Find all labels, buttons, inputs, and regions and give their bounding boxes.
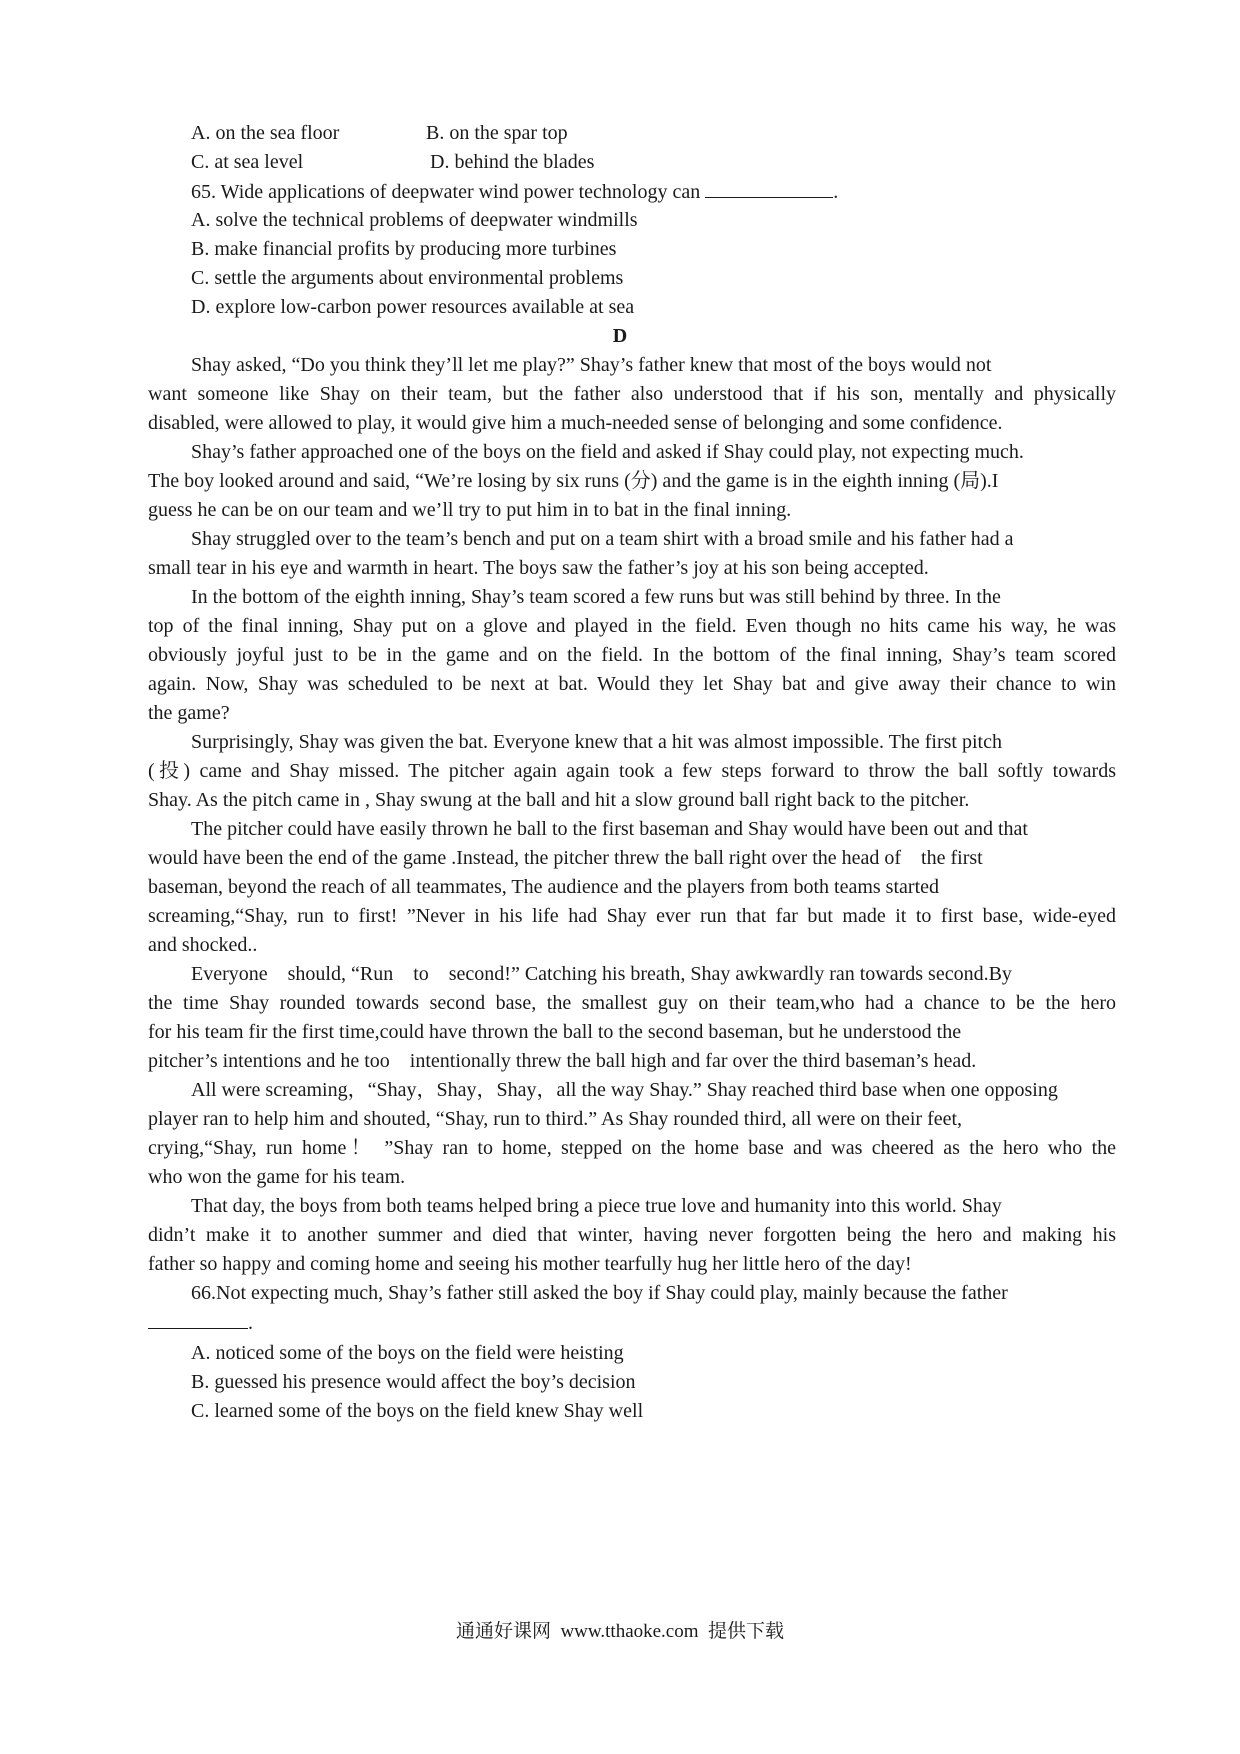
passage-line: want someone like Shay on their team, but the father also understood that if his son, mentally and physically xyxy=(148,383,1116,405)
passage-line: The boy looked around and said, “We’re losing by six runs (分) and the game is in the eighth inning (局).I xyxy=(148,470,999,492)
passage-line: All were screaming，“Shay，Shay，Shay，all the way Shay.” Shay reached third base when one opposing xyxy=(191,1079,1058,1101)
passage-line: crying,“Shay, run home！ ”Shay ran to home, stepped on the home base and was cheered as the hero who the xyxy=(148,1137,1116,1159)
q64-option-b: B. on the spar top xyxy=(426,122,568,144)
q66-blank-line xyxy=(148,1310,1116,1335)
passage-line: again. Now, Shay was scheduled to be next at bat. Would they let Shay bat and give away their chance to win xyxy=(148,673,1116,695)
passage-line: father so happy and coming home and seeing his mother tearfully hug her little hero of the day! xyxy=(148,1253,912,1275)
q65-option-a: A. solve the technical problems of deepwater windmills xyxy=(191,209,638,231)
passage-line: didn’t make it to another summer and died that winter, having never forgotten being the hero and making his xyxy=(148,1224,1116,1246)
q65-answer-blank xyxy=(705,179,833,198)
q66-option-a: A. noticed some of the boys on the field were heisting xyxy=(191,1342,624,1364)
q65-option-d: D. explore low-carbon power resources available at sea xyxy=(191,296,635,318)
q66-blank-end: . xyxy=(248,1312,253,1334)
passage-line: top of the final inning, Shay put on a glove and played in the field. Even though no hits came his way, he was xyxy=(148,615,1116,637)
passage-line: That day, the boys from both teams helped bring a piece true love and humanity into this world. Shay xyxy=(191,1195,1002,1217)
passage-line: obviously joyful just to be in the game and on the field. In the bottom of the final inning, Shay’s team scored xyxy=(148,644,1116,666)
q64-option-a: A. on the sea floor xyxy=(191,122,340,144)
passage-line: player ran to help him and shouted, “Shay, run to third.” As Shay rounded third, all were on their feet, xyxy=(148,1108,963,1130)
passage-line: who won the game for his team. xyxy=(148,1166,406,1188)
passage-line: baseman, beyond the reach of all teammates, The audience and the players from both teams started xyxy=(148,876,939,898)
passage-line: (投) came and Shay missed. The pitcher again again took a few steps forward to throw the ball softly towards xyxy=(148,760,1116,782)
q65-stem xyxy=(191,179,1159,204)
passage-line: Shay’s father approached one of the boys on the field and asked if Shay could play, not expecting much. xyxy=(191,441,1024,463)
passage-line: small tear in his eye and warmth in heart. The boys saw the father’s joy at his son being accepted. xyxy=(148,557,929,579)
passage-line: Shay asked, “Do you think they’ll let me play?” Shay’s father knew that most of the boys would not xyxy=(191,354,992,376)
passage-line: guess he can be on our team and we’ll try to put him in to bat in the final inning. xyxy=(148,499,792,521)
passage-line: screaming,“Shay, run to first! ”Never in his life had Shay ever run that far but made it to first base, wide-eyed xyxy=(148,905,1116,927)
passage-line: pitcher’s intentions and he too intentionally threw the ball high and far over the third baseman’s head. xyxy=(148,1050,977,1072)
passage-line: Shay struggled over to the team’s bench and put on a team shirt with a broad smile and his father had a xyxy=(191,528,1014,550)
passage-line: and shocked.. xyxy=(148,934,258,956)
q66-option-b: B. guessed his presence would affect the boy’s decision xyxy=(191,1371,636,1393)
passage-line: In the bottom of the eighth inning, Shay’s team scored a few runs but was still behind by three. In the xyxy=(191,586,1001,608)
q66-option-c: C. learned some of the boys on the field knew Shay well xyxy=(191,1400,644,1422)
section-heading: D xyxy=(612,325,628,347)
passage-line: for his team fir the first time,could have thrown the ball to the second baseman, but he understood the xyxy=(148,1021,962,1043)
q65-option-b: B. make financial profits by producing more turbines xyxy=(191,238,617,260)
passage-line: Surprisingly, Shay was given the bat. Everyone knew that a hit was almost impossible. The first pitch xyxy=(191,731,1002,753)
passage-line: disabled, were allowed to play, it would give him a much-needed sense of belonging and some confidence. xyxy=(148,412,1003,434)
passage-line: the time Shay rounded towards second base, the smallest guy on their team,who had a chance to be the hero xyxy=(148,992,1116,1014)
q65-stem-text: 65. Wide applications of deepwater wind power technology can xyxy=(191,181,701,203)
q66-stem: 66.Not expecting much, Shay’s father still asked the boy if Shay could play, mainly because the father xyxy=(191,1282,1008,1304)
page-footer: 通通好课网 www.tthaoke.com 提供下载 xyxy=(455,1621,785,1642)
q65-stem-end: . xyxy=(833,181,839,203)
passage-line: would have been the end of the game .Instead, the pitcher threw the ball right over the head of the first xyxy=(148,847,983,869)
passage-line: the game? xyxy=(148,702,230,724)
passage-line: Shay. As the pitch came in , Shay swung at the ball and hit a slow ground ball right back to the pitcher. xyxy=(148,789,970,811)
passage-line: The pitcher could have easily thrown he ball to the first baseman and Shay would have been out and that xyxy=(191,818,1028,840)
q64-option-d: D. behind the blades xyxy=(430,151,595,173)
q65-option-c: C. settle the arguments about environmental problems xyxy=(191,267,624,289)
q66-answer-blank xyxy=(148,1310,248,1329)
q64-option-c: C. at sea level xyxy=(191,151,304,173)
passage-line: Everyone should, “Run to second!” Catching his breath, Shay awkwardly ran towards second.By xyxy=(191,963,1012,985)
